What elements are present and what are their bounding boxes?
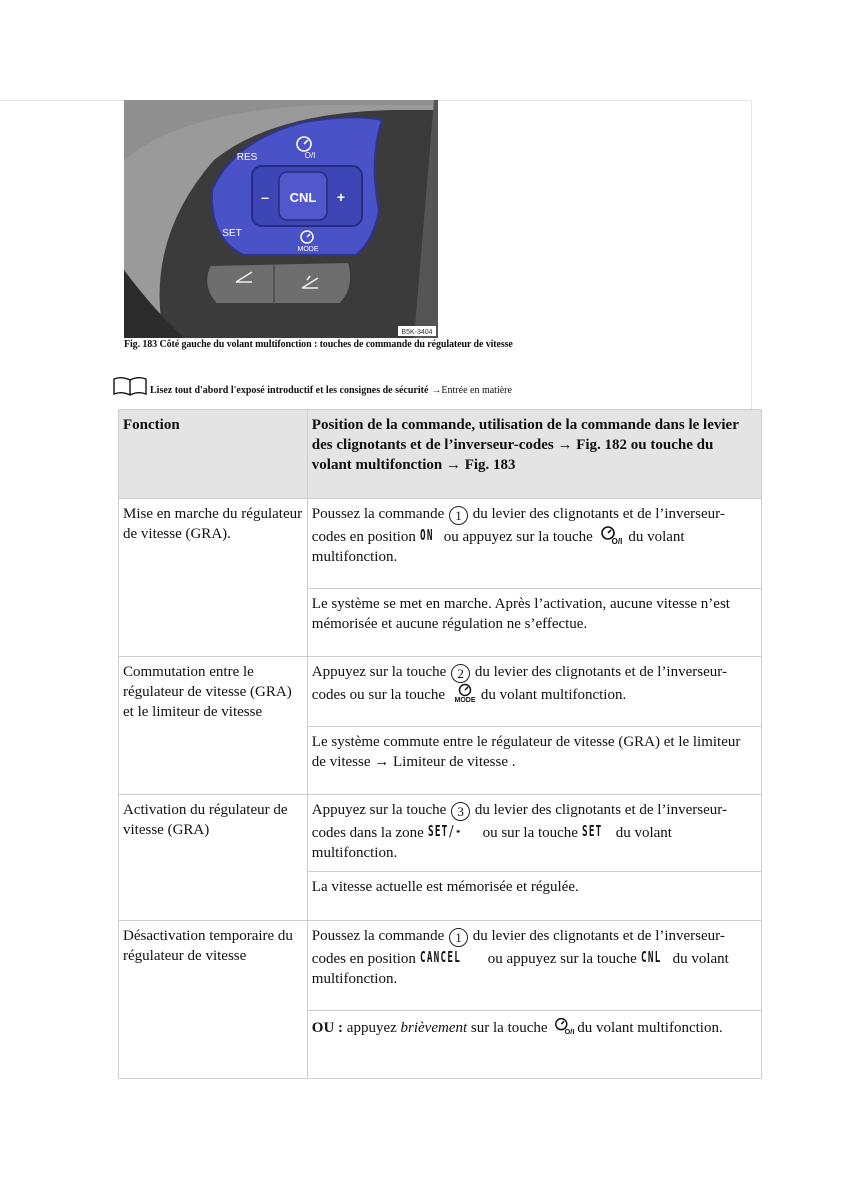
mode-key-label: MODE bbox=[297, 246, 319, 253]
result-cell: Le système commute entre le régulateur de vitesse (GRA) et le limiteur de vitesse → Limiteur de vitesse . bbox=[307, 727, 761, 795]
cruise-control-table bbox=[118, 409, 762, 1079]
instruction-text: du levier des clignotants et de l’inverseur-codes dans la zone bbox=[311, 802, 727, 841]
onoff-key-label: O/I bbox=[304, 151, 316, 160]
instruction-text: du volant multifonction. bbox=[480, 687, 627, 703]
instruction-text: ou sur la touche bbox=[482, 825, 578, 841]
lever-position-code: SET/- bbox=[427, 822, 462, 840]
page-frame-right bbox=[751, 100, 752, 410]
cnl-key-label: CNL bbox=[289, 190, 317, 205]
instruction-cell bbox=[307, 657, 761, 727]
instruction-text: du levier des clignotants et de l’inverseur-codes ou sur la touche bbox=[311, 664, 727, 703]
control-number-badge: 3 bbox=[451, 802, 470, 821]
emphasis-text: brièvement bbox=[400, 1020, 468, 1036]
result-cell: La vitesse actuelle est mémorisée et régulée. bbox=[307, 872, 761, 921]
table-row bbox=[119, 921, 762, 1011]
control-number-badge: 1 bbox=[449, 506, 468, 525]
book-icon bbox=[112, 376, 148, 396]
safety-notice bbox=[112, 376, 512, 396]
res-key-label: RES bbox=[236, 152, 258, 163]
notice-text: Lisez tout d'abord l'exposé introductif et les consignes de sécurité bbox=[150, 385, 429, 396]
svg-text:O/I: O/I bbox=[611, 537, 622, 545]
lever-position-code: ON bbox=[419, 526, 434, 544]
svg-text:O/I: O/I bbox=[564, 1027, 575, 1036]
result-cell bbox=[307, 1011, 761, 1079]
instruction-text: du levier des clignotants et de l’inverseur-codes en position bbox=[311, 506, 725, 545]
lever-position-code: CANCEL bbox=[419, 948, 461, 966]
speedometer-onoff-icon bbox=[553, 1016, 575, 1036]
notice-arrow: → bbox=[431, 385, 442, 396]
minus-key-label: – bbox=[261, 189, 269, 205]
instruction-text: du volant multifonction. bbox=[311, 825, 672, 861]
alternative-label: OU : bbox=[311, 1020, 344, 1036]
function-cell: Activation du régulateur de vitesse (GRA) bbox=[119, 795, 308, 921]
instruction-text: appuyez bbox=[346, 1020, 397, 1036]
instruction-cell bbox=[307, 921, 761, 1011]
header-position: Position de la commande, utilisation de la commande dans le levier des clignotants et de l’inverseur-codes → Fig. 182 ou touche du volant multifonction → Fig. 183 bbox=[307, 410, 761, 499]
instruction-text: du volant multifonction. bbox=[577, 1020, 723, 1036]
table-row bbox=[119, 795, 762, 872]
instruction-text: du volant multifonction. bbox=[311, 951, 729, 987]
instruction-text: ou appuyez sur la touche bbox=[443, 529, 593, 545]
instruction-text: ou appuyez sur la touche bbox=[487, 951, 637, 967]
figure-code: B5K-3404 bbox=[401, 329, 433, 336]
control-number-badge: 1 bbox=[449, 928, 468, 947]
result-cell: Le système se met en marche. Après l’activation, aucune vitesse n’est mémorisée et aucune régulation ne s’effectue. bbox=[307, 589, 761, 657]
table-row bbox=[119, 499, 762, 589]
table-header-row bbox=[119, 410, 762, 499]
svg-text:MODE: MODE bbox=[454, 697, 476, 703]
speedometer-onoff-icon bbox=[599, 525, 623, 545]
control-number-badge: 2 bbox=[451, 664, 470, 683]
instruction-text: du levier des clignotants et de l’inverseur-codes en position bbox=[311, 928, 725, 967]
wheel-key-code: CNL bbox=[640, 948, 662, 966]
instruction-text: du volant multifonction. bbox=[311, 529, 685, 565]
table-row bbox=[119, 657, 762, 727]
instruction-text: Poussez la commande bbox=[311, 506, 445, 522]
instruction-text: Appuyez sur la touche bbox=[311, 664, 447, 680]
function-cell: Mise en marche du régulateur de vitesse (GRA). bbox=[119, 499, 308, 657]
header-function: Fonction bbox=[119, 410, 308, 499]
instruction-cell bbox=[307, 499, 761, 589]
function-cell: Commutation entre le régulateur de vitesse (GRA) et le limiteur de vitesse bbox=[119, 657, 308, 795]
function-cell: Désactivation temporaire du régulateur de vitesse bbox=[119, 921, 308, 1079]
instruction-text: Appuyez sur la touche bbox=[311, 802, 447, 818]
steering-wheel-figure bbox=[124, 100, 438, 338]
figure-caption: Fig. 183 Côté gauche du volant multifonction : touches de commande du régulateur de vitesse bbox=[124, 339, 513, 350]
instruction-text: Poussez la commande bbox=[311, 928, 445, 944]
speedometer-mode-icon bbox=[451, 683, 479, 703]
instruction-text: sur la touche bbox=[470, 1020, 548, 1036]
notice-link[interactable]: Entrée en matière bbox=[441, 385, 512, 396]
instruction-cell bbox=[307, 795, 761, 872]
wheel-key-code: SET bbox=[581, 822, 603, 840]
plus-key-label: + bbox=[336, 189, 346, 205]
set-key-label: SET bbox=[222, 228, 242, 239]
